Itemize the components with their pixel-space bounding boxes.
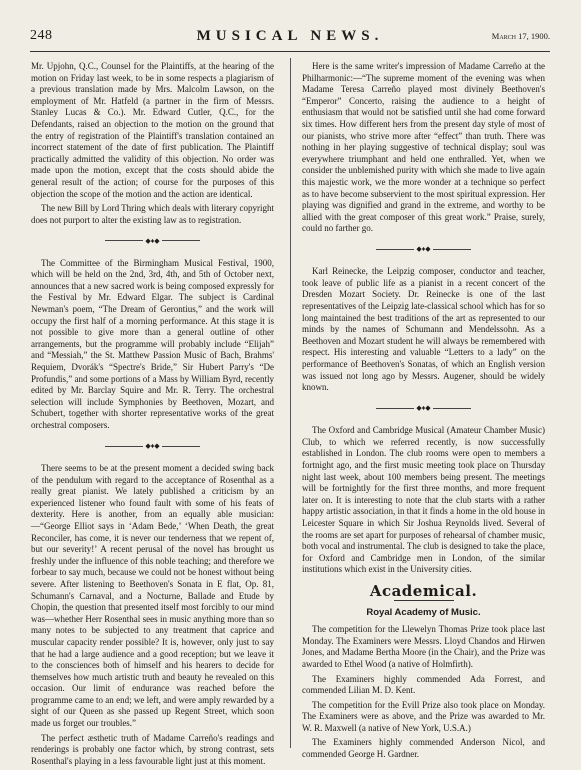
left-column (31, 61, 274, 770)
subsection-heading: Royal Academy of Music. (366, 606, 481, 618)
article-paragraph: The Examiners highly commended Ada Forrest, and commended Lilian M. D. Kent. (302, 673, 545, 696)
section-separator: ◆♦◆ (302, 404, 545, 412)
article-paragraph: The perfect æsthetic truth of Madame Carreño's readings and renderings is probably one factor which, by strong contrast, sets Rosenthal's playing in a less favourable light just at this moment. (31, 732, 274, 766)
article-paragraph: The competition for the Llewelyn Thomas Prize took place last Monday. The Examiners were Messrs. Lloyd Chandos and Hirwen Jones, and Madame Bertha Moore (in the Chair), and the Prize was awarded to Ethel Wood (a native of Holmfirth). (302, 624, 545, 669)
article-paragraph: The new Bill by Lord Thring which deals with literary copyright does not purport to alter the existing law as to registration. (31, 203, 274, 225)
article-paragraph: The Oxford and Cambridge Musical (Amateur Chamber Music) Club, to which we referred recently, is now successfully established in London. The club rooms were open to members a fortnight ago, and the first music meeting took place on Thursday night last week, about 100 members being present. The meetings will be fortnightly for the first three months, and more frequent later on. It is interesting to note that the club starts with a rather happy artistic association, in that it finds a home in the old house in Leicester Square in which Sir Joshua Reynolds lived. Several of the rooms are set apart for purposes of rehearsal of chamber music, both vocal and instrumental. The club is designed to take the place, for Oxford and Cambridge men in London, of the similar institutions which exist in the University cities. (302, 425, 545, 575)
article-paragraph: The Examiners highly commended Anderson Nicol, and commended George H. Gardner. (302, 737, 545, 760)
page-header (30, 28, 550, 46)
section-separator: ◆♦◆ (31, 236, 274, 244)
page-number: 248 (30, 28, 53, 43)
column-divider (290, 58, 291, 748)
article-paragraph: The Committee of the Birmingham Musical Festival, 1900, which will be held on the 2nd, 3rd, 4th, and 5th of October next, announces that a new sacred work is being composed expressly for the Festival by Mr. Edward Elgar. The subject is Cardinal Newman's poem, “The Dream of Gerontius,” and the work will occupy the first half of a morning performance. At this stage it is not possible to give more than a general outline of other arrangements, but the programme will probably include “Elijah” and “Messiah,” the St. Matthew Passion Music of Bach, Brahms' Requiem, Dvorák's “Spectre's Bride,” Sir Hubert Parry's “De Profundis,” and some portions of a Mass by William Byrd, recently edited by Mr. Barclay Squire and Mr. R. Terry. The orchestral selection will include Symphonies by Beethoven, Mozart, and Schubert, together with shorter representative works of the great orchestral composers. (31, 257, 274, 431)
section-heading-text: Academical. (369, 581, 478, 600)
article-paragraph: Mr. Upjohn, Q.C., Counsel for the Plaintiffs, at the hearing of the motion on Friday last week, to be in some respects a plagiarism of a previous translation made by Mrs. Malcolm Lawson, on the employment of Mr. Hatfeld (a partner in the firm of Messrs. Stanley Lucas & Co.). Mr. Edward Cutler, Q.C., for the Defendants, raised an objection to the motion on the ground that the entry of registration of the Plaintiff's translation contained an incorrect statement of the date of first publication. The Plaintiff practically admitted the validity of this objection. No order was made upon the motion, except that the costs should abide the general result of the action; of course for the purposes of this objection the scope of the motion and the action are identical. (31, 61, 274, 199)
section-separator: ◆♦◆ (302, 245, 545, 253)
article-paragraph: Karl Reinecke, the Leipzig composer, conductor and teacher, took leave of public life as a pianist in a recent concert of the Dresden Mozart Society. Dr. Reinecke is one of the last representatives of the Leipzig late-classical school which has for so long maintained the best traditions of the art as represented to our minds by the names of Schumann and Mendelssohn. As a Beethoven and Mozart student he will always be remembered with respect. His interesting and valuable “Letters to a lady” on the performance of Beethoven's Sonatas, of which an English version was issued not long ago by Messrs. Augener, should be widely known. (302, 266, 545, 393)
publication-title: MUSICAL NEWS. (196, 28, 384, 44)
header-rule (30, 51, 550, 52)
issue-date: March 17, 1900. (491, 31, 550, 41)
section-separator: ◆♦◆ (31, 442, 274, 450)
section-heading (302, 581, 545, 601)
article-paragraph: The competition for the Evill Prize also took place on Monday. The Examiners were as above, and the Prize was awarded to Mr. W. R. Maxwell (a native of New York, U.S.A.) (302, 699, 545, 733)
right-column (302, 61, 545, 764)
article-paragraph: Here is the same writer's impression of Madame Carreño at the Philharmonic:—“The supreme moment of the evening was when Madame Teresa Carreño played most divinely Beethoven's “Emperor” Concerto, raising the audience to a height of enthusiasm that would not be satisfied until she had come forward six times. How different hers from the present day style of most of our pianists, who strive more after “effect” than truth. There was nothing in her playing suggestive of technical display; soul was everywhere triumphant and held one enthralled. Yet, when we consider the unblemished purity with which she made to live again this majestic work, we the more wonder at a technique so perfect as to have become subservient to the most spiritual expression. Her playing was dignified and grand in the extreme, and worthy to be allied with the great composer of this great work.” Praise, surely, could no farther go. (302, 61, 545, 234)
article-paragraph: There seems to be at the present moment a decided swing back of the pendulum with regard to the acceptance of Rosenthal as a really great pianist. We lately published a criticism by an experienced listener who found fault with some of his feats of dexterity. Here is another, from an equally able musician:—“George Elliot says in ‘Adam Bede,’ ‘When Death, the great Reconciler, has come, it is never our tenderness that we repent of, but our severity!’ A recent perusal of the novel has brought us freshly under the influence of this noble teaching; and therefore we forbear to say much, because we could not be honest without being severe. After listening to Beethoven's Sonata in E flat, Op. 81, Schumann's Carnaval, and a Nocturne, Ballade and Etude by Chopin, the question that presented itself most forcibly to our mind was—whether Herr Rosenthal sees in music anything more than so many notes to be subjected to any treatment that caprice and muscular capacity render possible? It is, however, only just to say that he had a large audience and a good reception; but we leave it to the consciences both of himself and his hearers to decide for themselves how much artistic truth and beauty he revealed on this occasion. Our limit of endurance was reached before the programme came to an end; we left, and were amply rewarded by a sight of our Queen as she passed up Regent Street, which soon made us forget our troubles.” (31, 463, 274, 729)
